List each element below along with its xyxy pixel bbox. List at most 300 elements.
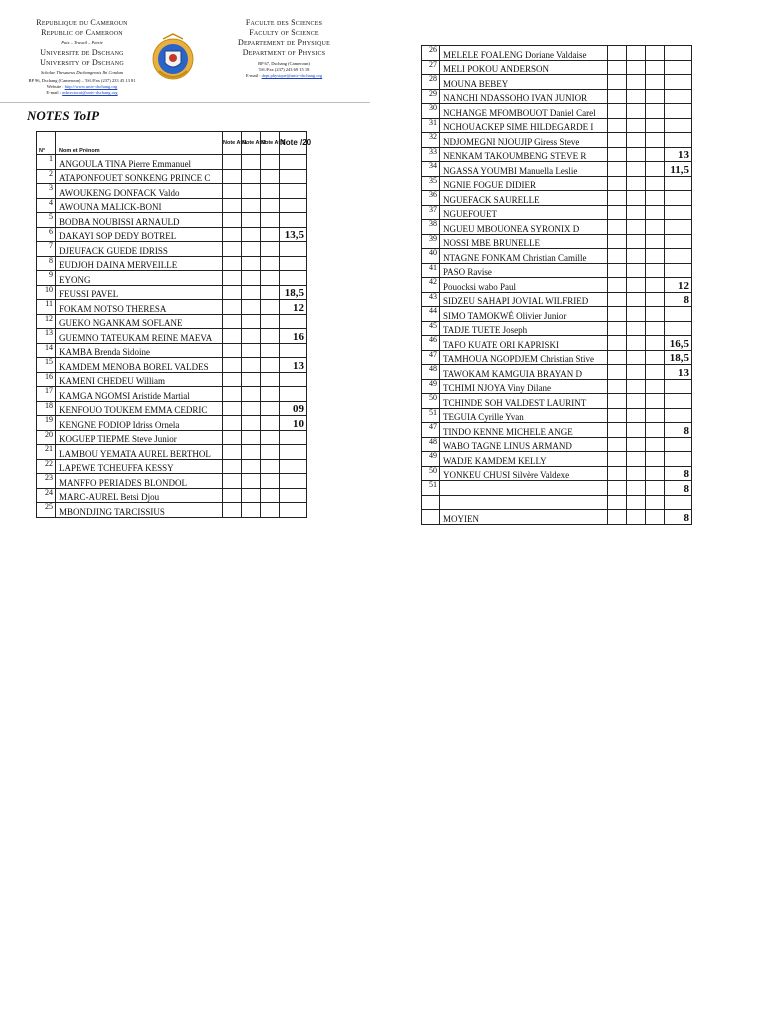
note-atl3-cell (646, 249, 665, 264)
row-number: 37 (422, 205, 440, 220)
note-atl2-cell (627, 249, 646, 264)
note-atl1-cell (223, 329, 242, 344)
table-row (37, 213, 307, 228)
note-atl2-cell (627, 394, 646, 409)
note-atl2-cell (242, 503, 261, 518)
row-number: 2 (37, 169, 56, 184)
row-number: 11 (37, 300, 56, 315)
note-atl2-cell (242, 430, 261, 445)
note-atl3-cell (261, 503, 280, 518)
student-name: MANFFO PERIADES BLONDOL (56, 474, 223, 489)
table-row (422, 278, 692, 293)
table-row (422, 466, 692, 481)
row-number: 9 (37, 271, 56, 286)
row-number: 3 (37, 184, 56, 199)
table-row (37, 198, 307, 213)
note-atl2-cell (627, 495, 646, 510)
note20-value (280, 169, 307, 184)
note-atl2-cell (242, 372, 261, 387)
note-atl2-cell (242, 445, 261, 460)
note-atl3-cell (646, 394, 665, 409)
row-number: 20 (37, 430, 56, 445)
row-number: 45 (422, 321, 440, 336)
student-name: TINDO KENNE MICHELE ANGE (440, 423, 608, 438)
note-atl3-cell (261, 285, 280, 300)
student-name: NGUEFOUET (440, 205, 608, 220)
row-number: 42 (422, 278, 440, 293)
note-atl1-cell (608, 46, 627, 61)
note-atl1-cell (223, 155, 242, 170)
table-header-row (37, 132, 307, 155)
note-atl2-cell (627, 481, 646, 496)
student-name: TEGUIA Cyrille Yvan (440, 408, 608, 423)
note20-value (280, 459, 307, 474)
university-fr: Universite de Dschang (40, 48, 124, 57)
note20-value: 16,5 (665, 336, 692, 351)
note-atl3-cell (646, 104, 665, 119)
table-row (422, 394, 692, 409)
grades-table-right (421, 45, 692, 525)
faculty-en: Faculty of Science (249, 28, 319, 37)
note20-value (280, 256, 307, 271)
note20-value: 18,5 (280, 285, 307, 300)
note-atl1-cell (223, 401, 242, 416)
note-atl3-cell (646, 350, 665, 365)
student-name (440, 495, 608, 510)
note-atl1-cell (223, 503, 242, 518)
row-number: 14 (37, 343, 56, 358)
note-atl3-cell (261, 227, 280, 242)
student-name: NGNIE FOGUE DIDIER (440, 176, 608, 191)
note20-value: 13 (665, 147, 692, 162)
note-atl1-cell (223, 314, 242, 329)
student-name: SIMO TAMOKWÉ Olivier Junior (440, 307, 608, 322)
note20-value (665, 263, 692, 278)
student-name: MOYIEN (440, 510, 608, 525)
note-atl2-cell (627, 118, 646, 133)
note20-value: 8 (665, 292, 692, 307)
table-row (422, 307, 692, 322)
note20-value: 8 (665, 423, 692, 438)
student-name: FOKAM NOTSO THERESA (56, 300, 223, 315)
note20-value (665, 191, 692, 206)
note-atl1-cell (608, 249, 627, 264)
student-name: LAMBOU YEMATA AUREL BERTHOL (56, 445, 223, 460)
student-name: NTAGNE FONKAM Christian Camille (440, 249, 608, 264)
note-atl2-cell (242, 169, 261, 184)
note-atl3-cell (646, 46, 665, 61)
note20-value (280, 198, 307, 213)
note-atl2-cell (242, 285, 261, 300)
note-atl3-cell (261, 387, 280, 402)
note-atl3-cell (646, 133, 665, 148)
note-atl3-cell (646, 336, 665, 351)
university-en: University of Dschang (40, 58, 124, 67)
row-number: 46 (422, 336, 440, 351)
student-name: NOSSI MBE BRUNELLE (440, 234, 608, 249)
note-atl3-cell (261, 242, 280, 257)
note-atl3-cell (261, 401, 280, 416)
note-atl2-cell (627, 75, 646, 90)
faculty-phone: Tél./Fax (237) 243 69 15 18 (258, 67, 310, 72)
note20-value (665, 220, 692, 235)
note20-value: 18,5 (665, 350, 692, 365)
note-atl1-cell (608, 104, 627, 119)
column-header-note20: Note /20 (280, 132, 307, 155)
row-number: 17 (37, 387, 56, 402)
table-row (37, 358, 307, 373)
student-name: WADJE KAMDEM KELLY (440, 452, 608, 467)
note20-value (280, 155, 307, 170)
note-atl1-cell (223, 372, 242, 387)
row-number: 23 (37, 474, 56, 489)
row-number: 36 (422, 191, 440, 206)
note-atl2-cell (627, 350, 646, 365)
row-number: 30 (422, 104, 440, 119)
note-atl2-cell (627, 321, 646, 336)
note-atl2-cell (627, 234, 646, 249)
note20-value: 11,5 (665, 162, 692, 177)
note-atl1-cell (223, 242, 242, 257)
row-number: 8 (37, 256, 56, 271)
table-row (422, 191, 692, 206)
table-row (37, 488, 307, 503)
note20-value (665, 408, 692, 423)
faculty-email-link[interactable]: dept.physique@univ-dschang.org (261, 73, 323, 78)
note-atl1-cell (608, 220, 627, 235)
note-atl3-cell (646, 307, 665, 322)
note-atl2-cell (627, 437, 646, 452)
row-number: 48 (422, 365, 440, 380)
table-row (422, 220, 692, 235)
note-atl1-cell (223, 474, 242, 489)
note-atl2-cell (627, 292, 646, 307)
note-atl3-cell (646, 118, 665, 133)
row-number: 49 (422, 379, 440, 394)
table-row (422, 481, 692, 496)
student-name: BODBA NOUBISSI ARNAULD (56, 213, 223, 228)
note-atl3-cell (261, 256, 280, 271)
row-number: 10 (37, 285, 56, 300)
note-atl2-cell (627, 423, 646, 438)
table-row (37, 329, 307, 344)
note-atl2-cell (242, 488, 261, 503)
note-atl1-cell (223, 459, 242, 474)
student-name: FEUSSI PAVEL (56, 285, 223, 300)
note-atl3-cell (646, 220, 665, 235)
table-row (422, 495, 692, 510)
student-name: NGASSA YOUMBI Manuella Leslie (440, 162, 608, 177)
note-atl1-cell (608, 205, 627, 220)
note-atl2-cell (627, 176, 646, 191)
note20-value: 8 (665, 510, 692, 525)
row-number: 22 (37, 459, 56, 474)
table-row (37, 445, 307, 460)
university-email-link[interactable]: udsrectorat@univ-dschang.org (62, 90, 118, 95)
note-atl2-cell (627, 278, 646, 293)
note20-value (280, 343, 307, 358)
row-number: 27 (422, 60, 440, 75)
table-row (422, 510, 692, 525)
note-atl2-cell (627, 89, 646, 104)
note-atl1-cell (608, 147, 627, 162)
note-atl3-cell (261, 198, 280, 213)
note20-value (280, 445, 307, 460)
student-name: ANGOULA TINA Pierre Emmanuel (56, 155, 223, 170)
student-name: KAMENI CHEDEU William (56, 372, 223, 387)
note20-value (665, 379, 692, 394)
student-name: YONKEU CHUSI Silvère Valdexe (440, 466, 608, 481)
table-row (37, 227, 307, 242)
row-number: 16 (37, 372, 56, 387)
note-atl3-cell (646, 437, 665, 452)
note-atl3-cell (646, 452, 665, 467)
student-name: KENFOUO TOUKEM EMMA CEDRIC (56, 401, 223, 416)
table-row (422, 75, 692, 90)
note-atl3-cell (646, 191, 665, 206)
note-atl1-cell (608, 408, 627, 423)
student-name: TADJE TUETE Joseph (440, 321, 608, 336)
note-atl3-cell (261, 474, 280, 489)
note20-value (665, 437, 692, 452)
note-atl3-cell (261, 213, 280, 228)
note-atl2-cell (242, 242, 261, 257)
note-atl1-cell (223, 169, 242, 184)
note-atl1-cell (223, 285, 242, 300)
note-atl2-cell (242, 300, 261, 315)
table-row (422, 133, 692, 148)
note-atl1-cell (223, 256, 242, 271)
note20-value (280, 184, 307, 199)
note-atl3-cell (646, 176, 665, 191)
note-atl2-cell (242, 227, 261, 242)
note-atl3-cell (646, 75, 665, 90)
note-atl1-cell (608, 60, 627, 75)
row-number (422, 510, 440, 525)
note-atl2-cell (242, 343, 261, 358)
note-atl1-cell (608, 278, 627, 293)
student-name: TAWOKAM KAMGUIA BRAYAN D (440, 365, 608, 380)
student-name: AWOUKENG DONFACK Valdo (56, 184, 223, 199)
note-atl1-cell (223, 227, 242, 242)
note-atl1-cell (223, 343, 242, 358)
row-number: 51 (422, 408, 440, 423)
note-atl1-cell (608, 437, 627, 452)
note-atl2-cell (627, 307, 646, 322)
table-row (422, 452, 692, 467)
student-name: MBONDJING TARCISSIUS (56, 503, 223, 518)
row-number: 6 (37, 227, 56, 242)
note-atl2-cell (242, 329, 261, 344)
note-atl1-cell (608, 495, 627, 510)
column-header-num: N° (37, 132, 56, 155)
student-name: ATAPONFOUET SONKENG PRINCE C (56, 169, 223, 184)
student-name: NENKAM TAKOUMBENG STEVE R (440, 147, 608, 162)
note20-value (280, 372, 307, 387)
note20-value: 13,5 (280, 227, 307, 242)
note-atl3-cell (261, 372, 280, 387)
note20-value: 13 (280, 358, 307, 373)
note20-value (665, 234, 692, 249)
country-fr: Republique du Cameroun (36, 18, 128, 27)
column-header-name: Nom et Prénom (56, 132, 223, 155)
row-number: 44 (422, 307, 440, 322)
seal-icon (151, 31, 195, 87)
note-atl2-cell (627, 510, 646, 525)
note-atl1-cell (223, 271, 242, 286)
column-header-atl3: Note Atl3 (261, 132, 280, 155)
note20-value: 16 (280, 329, 307, 344)
note-atl2-cell (242, 213, 261, 228)
note-atl3-cell (646, 162, 665, 177)
student-name: LAPEWE TCHEUFFA KESSY (56, 459, 223, 474)
table-row (37, 401, 307, 416)
note-atl3-cell (646, 60, 665, 75)
note-atl1-cell (608, 350, 627, 365)
student-name: NDJOMEGNI NJOUJIP Giress Steve (440, 133, 608, 148)
row-number: 47 (422, 350, 440, 365)
note20-value (280, 503, 307, 518)
note20-value (280, 213, 307, 228)
row-number: 35 (422, 176, 440, 191)
row-number: 51 (422, 481, 440, 496)
note20-value (665, 307, 692, 322)
note-atl2-cell (627, 336, 646, 351)
row-number: 41 (422, 263, 440, 278)
student-name: KOGUEP TIEPME Steve Junior (56, 430, 223, 445)
note20-value: 12 (665, 278, 692, 293)
student-name: DJEUFACK GUEDE IDRISS (56, 242, 223, 257)
student-name: MARC-AUREL Betsi Djou (56, 488, 223, 503)
note-atl2-cell (627, 408, 646, 423)
note-atl3-cell (646, 205, 665, 220)
note-atl1-cell (608, 423, 627, 438)
note20-value: 8 (665, 466, 692, 481)
email-label: E-mail : (245, 73, 261, 78)
note-atl1-cell (608, 162, 627, 177)
student-name: TCHINDE SOH VALDEST LAURINT (440, 394, 608, 409)
note-atl2-cell (242, 314, 261, 329)
note-atl2-cell (242, 358, 261, 373)
table-row (422, 162, 692, 177)
note-atl3-cell (646, 263, 665, 278)
note-atl1-cell (223, 445, 242, 460)
note-atl1-cell (223, 358, 242, 373)
student-name: GUEMNO TATEUKAM REINE MAEVA (56, 329, 223, 344)
student-name: AWOUNA MALICK-BONI (56, 198, 223, 213)
table-row (422, 350, 692, 365)
note-atl1-cell (608, 176, 627, 191)
note-atl3-cell (646, 495, 665, 510)
row-number: 19 (37, 416, 56, 431)
row-number: 31 (422, 118, 440, 133)
table-row (37, 503, 307, 518)
note-atl1-cell (223, 416, 242, 431)
note-atl1-cell (223, 198, 242, 213)
note-atl1-cell (608, 336, 627, 351)
note-atl1-cell (608, 452, 627, 467)
row-number: 24 (37, 488, 56, 503)
note-atl2-cell (242, 474, 261, 489)
student-name: KAMDEM MENOBA BOREL VALDES (56, 358, 223, 373)
table-row (37, 343, 307, 358)
table-row (422, 118, 692, 133)
note-atl1-cell (608, 365, 627, 380)
note-atl2-cell (627, 133, 646, 148)
row-number: 15 (37, 358, 56, 373)
note-atl1-cell (608, 466, 627, 481)
note-atl2-cell (627, 466, 646, 481)
grades-table-left (36, 131, 312, 518)
note-atl2-cell (627, 365, 646, 380)
note-atl3-cell (646, 365, 665, 380)
table-row (37, 271, 307, 286)
note-atl2-cell (627, 379, 646, 394)
note20-value: 13 (665, 365, 692, 380)
note20-value (280, 271, 307, 286)
note-atl2-cell (242, 459, 261, 474)
row-number: 40 (422, 249, 440, 264)
note20-value: 10 (280, 416, 307, 431)
note20-value: 09 (280, 401, 307, 416)
table-row (422, 249, 692, 264)
note20-value (665, 133, 692, 148)
table-row (37, 459, 307, 474)
header-right (220, 18, 348, 79)
faculty-address: BP 67, Dschang (Cameroun) (258, 61, 310, 66)
note20-value (280, 314, 307, 329)
note-atl2-cell (627, 205, 646, 220)
faculty-email-line (220, 73, 348, 79)
table-row (422, 321, 692, 336)
note20-value (665, 249, 692, 264)
note20-value (665, 89, 692, 104)
note-atl3-cell (646, 89, 665, 104)
table-row (422, 176, 692, 191)
note20-value (665, 118, 692, 133)
table-row (422, 336, 692, 351)
note-atl3-cell (646, 278, 665, 293)
note-atl1-cell (608, 89, 627, 104)
table-row (37, 372, 307, 387)
university-logo (151, 31, 195, 87)
student-name: TAFO KUATE ORI KAPRISKI (440, 336, 608, 351)
note20-value (665, 46, 692, 61)
table-row (37, 300, 307, 315)
note-atl1-cell (608, 133, 627, 148)
email-label: E-mail : (46, 90, 62, 95)
table-row (37, 416, 307, 431)
note-atl1-cell (608, 118, 627, 133)
note20-value: 8 (665, 481, 692, 496)
row-number: 34 (422, 162, 440, 177)
student-name: NCHANGE MFOMBOUOT Daniel Carel (440, 104, 608, 119)
note20-value (665, 452, 692, 467)
row-number: 5 (37, 213, 56, 228)
header-divider (0, 102, 370, 103)
note-atl2-cell (627, 452, 646, 467)
student-name: MELELE FOALENG Doriane Valdaise (440, 46, 608, 61)
note-atl1-cell (608, 234, 627, 249)
table-row (422, 104, 692, 119)
student-name: PASO Ravise (440, 263, 608, 278)
note-atl2-cell (242, 155, 261, 170)
note20-value (280, 488, 307, 503)
website-link[interactable]: http://www.univ-dschang.org (64, 84, 118, 89)
note-atl3-cell (261, 300, 280, 315)
department-en: Department of Physics (242, 48, 326, 57)
row-number: 4 (37, 198, 56, 213)
